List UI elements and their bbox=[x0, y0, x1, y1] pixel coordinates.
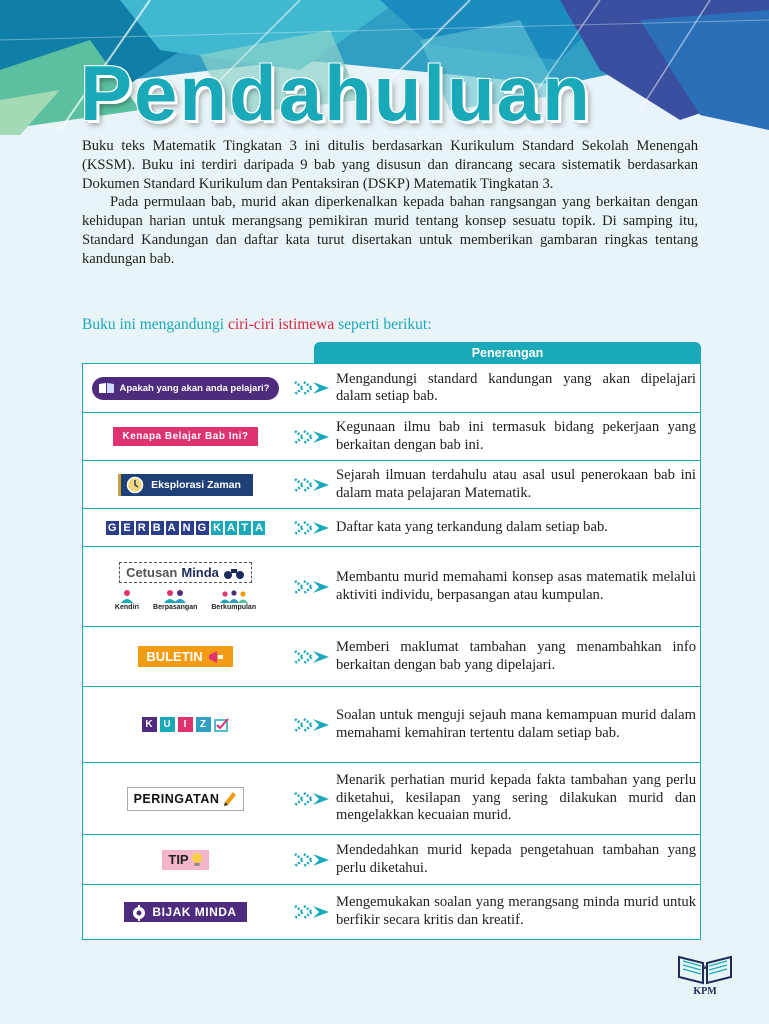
apakah-badge bbox=[92, 377, 280, 400]
arrow-icon bbox=[288, 852, 336, 868]
checklist-icon bbox=[214, 718, 230, 732]
megaphone-icon bbox=[207, 650, 225, 664]
berkumpulan-label: Berkumpulan bbox=[211, 604, 257, 611]
kata-letter: A bbox=[255, 521, 265, 534]
table-row bbox=[83, 509, 700, 547]
badge-cell bbox=[83, 687, 288, 762]
badge-cell bbox=[83, 413, 288, 460]
berpasangan-label: Berpasangan bbox=[153, 604, 198, 611]
gerbang-letter: N bbox=[182, 521, 192, 534]
cetusan-box bbox=[119, 562, 252, 583]
peringatan-badge bbox=[127, 787, 245, 811]
publisher-label: KPM bbox=[693, 986, 717, 997]
arrow-icon bbox=[288, 380, 336, 396]
table-header-penerangan: Penerangan bbox=[314, 342, 701, 364]
description: Membantu murid memahami konsep asas matematik melalui aktiviti individu, berpasangan atau kumpulan. bbox=[336, 569, 696, 603]
arrow-icon bbox=[288, 791, 336, 807]
description: Kegunaan ilmu bab ini termasuk bidang pekerjaan yang berkaitan dengan bab ini. bbox=[336, 419, 696, 453]
lead-text-before: Buku ini mengandungi bbox=[82, 316, 228, 333]
kenapa-badge: Kenapa Belajar Bab Ini? bbox=[113, 427, 259, 446]
buletin-badge bbox=[138, 646, 232, 667]
berkumpulan-mode bbox=[211, 589, 256, 611]
description: Soalan untuk menguji sejauh mana kemampuan murid dalam memahami kemahiran tertentu dalam setiap bab. bbox=[336, 707, 696, 741]
description: Sejarah ilmuan terdahulu atau asal usul penerokaan bab ini dalam mata pelajaran Matematik. bbox=[336, 467, 696, 501]
kendiri-mode bbox=[115, 589, 139, 611]
cetusan-minda-badge bbox=[115, 562, 256, 611]
group-icon bbox=[219, 589, 249, 603]
pair-icon bbox=[163, 589, 187, 603]
gerbang-letter: E bbox=[123, 521, 132, 534]
kata-letter: A bbox=[227, 521, 237, 534]
person-icon bbox=[119, 589, 135, 603]
table-row bbox=[83, 413, 700, 461]
arrow-icon bbox=[288, 904, 336, 920]
table-row bbox=[83, 687, 700, 763]
intro-paragraph-2: Pada permulaan bab, murid akan diperkenalkan kepada bahan rangsangan yang berkaitan dengan kehidupan harian untuk merangsang pemikiran murid tentang konsep sesuatu topik. Di samping itu, Standard Kandungan dan daftar kata turut disertakan untuk memberikan gambaran ringkas tentang kandungan bab. bbox=[82, 194, 698, 267]
binoculars-icon bbox=[223, 566, 245, 580]
peringatan-label: PERINGATAN bbox=[133, 791, 220, 806]
table-row bbox=[83, 364, 700, 413]
activity-modes bbox=[115, 589, 256, 611]
arrow-icon bbox=[288, 717, 336, 733]
badge-cell bbox=[83, 763, 288, 834]
eksplorasi-badge bbox=[118, 474, 253, 496]
eksplorasi-label: Eksplorasi Zaman bbox=[151, 478, 241, 491]
bijak-minda-badge bbox=[124, 902, 246, 922]
kata-letter: K bbox=[213, 521, 223, 534]
kendiri-label: Kendiri bbox=[114, 604, 140, 611]
cetusan-label: Cetusan bbox=[126, 565, 178, 580]
table-row bbox=[83, 461, 700, 509]
apakah-label: Apakah yang akan anda pelajari? bbox=[119, 382, 270, 394]
badge-cell bbox=[83, 627, 288, 686]
kuiz-letter: U bbox=[160, 717, 175, 732]
tip-label: TIP bbox=[168, 852, 189, 867]
description: Memberi maklumat tambahan yang menambahkan info berkaitan dengan bab yang dipelajari. bbox=[336, 639, 696, 673]
page-number-logo bbox=[676, 951, 734, 1001]
table-row bbox=[83, 547, 700, 627]
arrow-icon bbox=[288, 477, 336, 493]
page-title: Pendahuluan bbox=[80, 49, 592, 137]
gerbang-letter: G bbox=[107, 521, 118, 534]
gerbang-kata-badge bbox=[106, 521, 265, 535]
arrow-icon bbox=[288, 649, 336, 665]
page-number: v bbox=[702, 961, 708, 971]
lead-highlight: ciri-ciri istimewa bbox=[227, 316, 335, 333]
kuiz-badge bbox=[142, 717, 230, 732]
bijak-minda-label: BIJAK MINDA bbox=[152, 904, 237, 919]
features-table bbox=[82, 363, 701, 940]
kuiz-letter: Z bbox=[196, 717, 211, 732]
table-row bbox=[83, 885, 700, 938]
gerbang-letter: B bbox=[152, 521, 162, 534]
arrow-icon bbox=[288, 579, 336, 595]
brain-gear-icon bbox=[130, 905, 148, 921]
description: Daftar kata yang terkandung dalam setiap bab. bbox=[336, 518, 608, 535]
gerbang-letter: R bbox=[137, 521, 147, 534]
kuiz-letter: K bbox=[142, 717, 157, 732]
book-icon bbox=[98, 382, 115, 394]
table-row bbox=[83, 627, 700, 687]
description: Mengandungi standard kandungan yang akan dipelajari dalam setiap bab. bbox=[336, 370, 696, 404]
kuiz-letter: I bbox=[178, 717, 193, 732]
tip-badge bbox=[162, 850, 208, 870]
kata-letter: T bbox=[239, 521, 251, 535]
arrow-icon bbox=[288, 429, 336, 445]
description: Mengemukakan soalan yang merangsang minda murid untuk berfikir secara kritis dan kreatif. bbox=[336, 894, 696, 928]
intro-text bbox=[82, 137, 698, 269]
gerbang-letter: G bbox=[197, 521, 208, 534]
badge-cell bbox=[83, 835, 288, 884]
badge-cell bbox=[83, 547, 288, 626]
badge-cell bbox=[83, 509, 288, 546]
gerbang-letter: A bbox=[167, 521, 177, 534]
table-row bbox=[83, 835, 700, 885]
badge-cell bbox=[83, 461, 288, 508]
table-row bbox=[83, 763, 700, 835]
features-lead bbox=[82, 316, 432, 334]
lead-text-after: seperti berikut: bbox=[334, 316, 432, 333]
description: Menarik perhatian murid kepada fakta tambahan yang perlu diketahui, kesilapan yang sering dilakukan murid dan mengelakkan kecuaian murid. bbox=[336, 772, 696, 824]
badge-cell bbox=[83, 364, 288, 412]
berpasangan-mode bbox=[153, 589, 197, 611]
buletin-label: BULETIN bbox=[146, 649, 203, 664]
description: Mendedahkan murid kepada pengetahuan tambahan yang perlu diketahui. bbox=[336, 842, 696, 876]
intro-paragraph-1: Buku teks Matematik Tingkatan 3 ini ditulis berdasarkan Kurikulum Standard Sekolah Menengah (KSSM). Buku ini terdiri daripada 9 bab yang disusun dan dirancang secara sistematik berdasarkan Dokumen Standard Kurikulum dan Pentaksiran (DSKP) Matematik Tingkatan 3. bbox=[82, 138, 698, 192]
pencil-icon bbox=[223, 791, 237, 807]
clock-icon bbox=[126, 476, 144, 494]
lightbulb-icon bbox=[191, 852, 203, 868]
minda-label: Minda bbox=[181, 565, 219, 580]
arrow-icon bbox=[288, 520, 336, 536]
badge-cell bbox=[83, 885, 288, 938]
